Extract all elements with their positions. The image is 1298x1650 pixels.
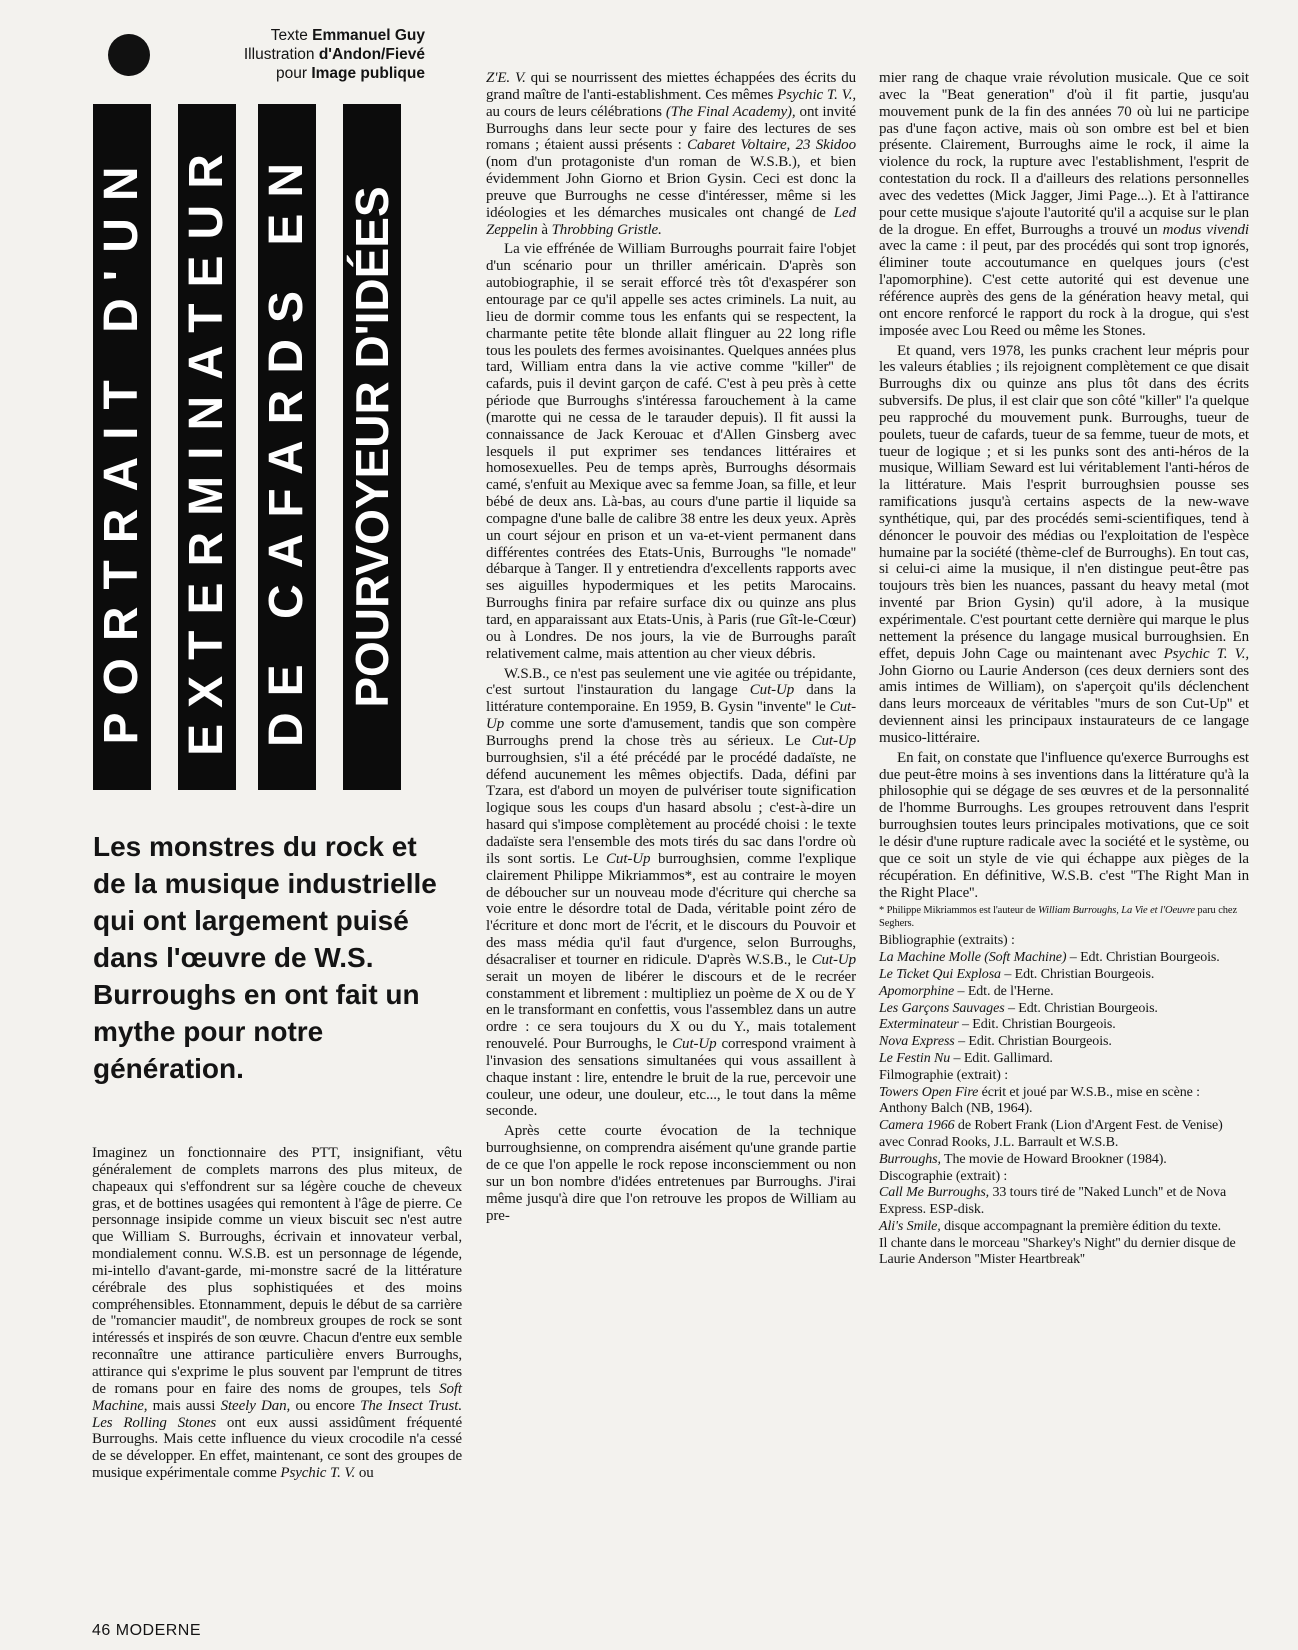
text-column-3	[879, 70, 1249, 1269]
list-item: Camera 1966 de Robert Frank (Lion d'Argent Fest. de Venise) avec Conrad Rooks, J.L. Barrault et W.S.B.	[879, 1118, 1223, 1150]
paragraph: W.S.B., ce n'est pas seulement une vie agitée ou trépidante, c'est surtout l'instauration du langage Cut-Up dans la littérature contemporaine. En 1959, B. Gysin ''invente'' le Cut-Up comme une sorte d'amusement, tandis que son compère Burroughs prend la chose très au sérieux. Le Cut-Up burroughsien, s'il a été précédé par le procédé dadaïste, ne défend aucunement les mêmes objectifs. Dada, défini par Tzara, est d'abord un moyen de pulvériser toute signification logique sous les coups d'un hasard absolu ; c'est-à-dire un hasard qui s'impose complètement au procédé choisi : le texte dadaïste sera l'ensemble des mots tirés du sac dans l'ordre où ils sont sortis. Le Cut-Up burroughsien, comme l'explique clairement Philippe Mikriammos*, est au contraire le moyen de déboucher sur un nouveau mode d'écriture qui cherche sa voie entre le désordre total de Dada, véritable point zéro de l'écriture et donc mort de l'écrit, et le discours du Pouvoir et des mass média qu'il faut d'urgence, selon Burroughs, désacraliser et tourner en ridicule. D'après W.S.B., le Cut-Up serait un moyen de libérer le discours et de le recréer constamment et librement : multipliez un poème de X ou de Y en le transformant en confettis, vous l'assemblez dans un autre ordre : ce sera toujours du X ou du Y., mais totalement renouvelé. Pour Burroughs, le Cut-Up correspond vraiment à l'invasion des sensations simultanées qui vous assaillent à chaque instant : lire, entendre le bruit de la rue, percevoir une couleur, une odeur, une douleur, etc..., le tout dans la même seconde.	[486, 665, 856, 1120]
paragraph: En fait, on constate que l'influence qu'exerce Burroughs est due peut-être moins à ses inventions dans la littérature qu'à la philosophie qui se dégage de ses œuvres et de la personnalité de l'homme Burroughs. Les groupes retrouvent dans l'esprit burroughsien toutes leurs principales motivations, que ce soit le désir d'une rupture radicale avec la société et le système, ou que ce soit un style de vie qui échappe aux pièges de la récupération. En définitive, W.S.B. c'est ''The Right Man in the Right Place''.	[879, 749, 1249, 901]
list-item: Call Me Burroughs, 33 tours tiré de ''Naked Lunch'' et de Nova Express. ESP-disk.	[879, 1185, 1227, 1218]
bibliography: Bibliographie (extraits) : La Machine Molle (Soft Machine) – Edt. Christian Bourgeois. Le Ticket Qui Explosa – Edt. Christian Bourgeois. Apomorphine – Edt. de l'Herne. Les Garçons Sauvages – Edt. Christian Bourgeois. Exterminateur – Edit. Christian Bourgeois. Nova Express – Edit. Christian Bourgeois. Le Festin Nu – Edit. Gallimard. Filmographie (extrait) : Towers Open Fire écrit et joué par W.S.B., mise en scène : Anthony Balch (NB, 1964). Camera 1966 de Robert Frank (Lion d'Argent Fest. de Venise) avec Conrad Rooks, J.L. Barrault et W.S.B. Burroughs, The movie de Howard Brookner (1984). Discographie (extrait) : Call Me Burroughs, 33 tours tiré de ''Naked Lunch'' et de Nova Express. ESP-disk. Ali's Smile, disque accompagnant la première édition du texte. Il chante dans le morceau ''Sharkey's Night'' du dernier disque de Laurie Anderson ''Mister Heartbreak''	[879, 933, 1249, 1269]
list-item: La Machine Molle (Soft Machine) – Edt. Christian Bourgeois.	[879, 950, 1220, 966]
paragraph: Et quand, vers 1978, les punks crachent leur mépris pour les valeurs établies ; ils rejoignent complètement ce que disait Burroughs dix ou quinze ans plus tôt dans des écrits subversifs. De plus, il est clair que son côté ''killer'' l'a quelque peu rapproché du mouvement punk. Burroughs, tueur de poulets, tueur de cafards, tueur de sa femme, tueur de mots, et tueur de logique ; et si les punks sont des anti-héros de la musique, William Seward est lui véritablement l'anti-héros de la littérature. Mais l'esprit burroughsien pousse ses ramifications jusqu'à certains aspects de la new-wave synthétique, qui, par des procédés semi-scientifiques, tend à dénoncer le pouvoir des médias ou l'exploitation de l'espèce humaine par la société (thème-clef de Burroughs). En tout cas, si celui-ci aime la musique, il n'en distingue peut-être pas toujours très bien les nuances, passant du heavy metal (mot inventé par Brion Gysin) qu'il adore, à la musique expérimentale. C'est pourtant cette dernière qui marque le plus nettement la présence du langage musical burroughsien. En effet, depuis John Cage ou maintenant avec Psychic T. V., John Giorno ou Laurie Anderson (ces deux derniers sont des amis intimes de William), on s'aperçoit qu'ils déclenchent dans leurs morceaux de véritables ''murs de son Cut-Up'' et deviennent ainsi les principaux instaurateurs de ce langage musico-littéraire.	[879, 342, 1249, 746]
headline-bar-2: EXTERMINATEUR	[178, 104, 236, 790]
paragraph: Après cette courte évocation de la technique burroughsienne, on comprendra aisément qu'une grande partie de ce que l'on appelle le rock repose inconsciemment ou non sur un bon nombre d'idées entretenues par Burroughs. J'irai même jusqu'à dire que l'on retrouve les propos de William au pre-	[486, 1123, 856, 1224]
list-item: Il chante dans le morceau ''Sharkey's Night'' du dernier disque de Laurie Anderson ''Mister Heartbreak''	[879, 1235, 1236, 1268]
credit-illustration: Illustration d'Andon/Fievé	[243, 46, 425, 63]
credit-agency: pour Image publique	[275, 65, 425, 82]
list-item: Le Ticket Qui Explosa – Edt. Christian Bourgeois.	[879, 966, 1155, 982]
page-folio: 46 MODERNE	[92, 1622, 202, 1639]
paragraph: Imaginez un fonctionnaire des PTT, insignifiant, vêtu généralement de complets marrons des plus miteux, de chapeaux qui s'effondrent sur sa légère couche de cheveux gras, et de bottines usagées qui remontent à l'âge de pierre. Ce personnage insipide comme un vieux biscuit sec n'est autre que William S. Burroughs, écrivain et innovateur verbal, mondialement connu. W.S.B. est un personnage de légende, mi-intello d'avant-garde, mi-monstre sacré de la littérature cérébrale des plus sophistiquées et des moins compréhensibles. Etonnamment, depuis le début de sa carrière de ''romancier maudit'', de nombreux groupes de rock se sont intéressés et inspirés de son œuvre. Chacun d'entre eux semble reconnaître une attirance particulière envers Burroughs, attirance qui s'exprime le plus souvent par l'emprunt de titres de romans pour en faire des noms de groupes, tels Soft Machine, mais aussi Steely Dan, ou encore The Insect Trust. Les Rolling Stones ont eux aussi assidûment fréquenté Burroughs. Mais cette influence du vieux crocodile n'a cessé de se développer. En effet, maintenant, ce sont des groupes de musique expérimentale comme Psychic T. V. ou	[92, 1145, 462, 1482]
lead-paragraph: Les monstres du rock et de la musique industrielle qui ont largement puisé dans l'œuvre de W.S. Burroughs en ont fait un mythe pour notre génération.	[93, 831, 437, 1084]
bullet-dot-icon	[108, 34, 150, 76]
text-column-2	[486, 70, 856, 1227]
list-item: Burroughs, The movie de Howard Brookner (1984).	[879, 1151, 1167, 1167]
text-column-1	[92, 1145, 462, 1485]
list-item: Nova Express – Edit. Christian Bourgeois.	[879, 1034, 1112, 1050]
list-item: Apomorphine – Edt. de l'Herne.	[879, 983, 1054, 999]
credits	[150, 26, 425, 83]
headline-bar-1: PORTRAIT D'UN	[93, 104, 151, 790]
list-item: Towers Open Fire écrit et joué par W.S.B., mise en scène : Anthony Balch (NB, 1964).	[879, 1084, 1200, 1117]
list-item: Exterminateur – Edit. Christian Bourgeois.	[879, 1017, 1116, 1033]
credit-text: Texte Emmanuel Guy	[270, 27, 425, 44]
paragraph: mier rang de chaque vraie révolution musicale. Que ce soit avec la ''Beat generation'' d'où il fit partie, jusqu'au mouvement punk de la fin des années 70 où lui ne participe pas d'une façon active, mais où son ombre est bel et bien présente. Clairement, Burroughs aime le rock, il aime la violence du rock, la rupture avec l'establishment, l'esprit de contestation du rock. Il a d'ailleurs des relations personnelles avec des vedettes (Mick Jagger, Jimi Page...). Et à l'attirance pour cette musique s'ajoute l'autorité qu'il a acquise sur le plan de la drogue. En effet, Burroughs a trouvé un modus vivendi avec la came : il peut, par des procédés qui sont trop ignorés, éliminer toute accoutumance en quelques jours (c'est l'apomorphine). C'est cette autorité qui est devenue une référence auprès des gens de la génération heavy metal, qui ont encore renforcé le rapport du rock à la drogue, qui s'est imposée avec Lou Reed ou même les Stones.	[879, 70, 1249, 339]
paragraph: La vie effrénée de William Burroughs pourrait faire l'objet d'un scénario pour un thriller américain. D'après son autobiographie, il se serait efforcé très tôt d'exaspérer son entourage par ce qu'il appelle ses actes criminels. La nuit, au lieu de dormir comme tous les enfants qui se respectent, la charmante petite tête blonde allait flinguer au 22 long rifle tous les poulets des fermes avoisinantes. Quelques années plus tard, William entra dans la vie active comme ''killer'' de cafards, puis il devint garçon de café. C'est à peu près à cette période que Burroughs s'intéressa farouchement à la came (marotte qui ne cessa de le tarauder depuis). Il fit aussi la connaissance de Jack Kerouac et d'Allen Ginsberg avec lesquels il put exprimer ses tendances littéraires et homosexuelles. Peu de temps après, Burroughs désormais camé, s'enfuit au Mexique avec sa femme Joan, sa fille, et leur bébé de deux ans. Là-bas, au cours d'une partie il liquide sa compagne d'une balle de calibre 38 entre les deux yeux. Après un court séjour en prison et un va-et-vient permanent dans différentes contrées des Etats-Unis, Burroughs ''le nomade'' débarque à Tanger. Il y entretiendra d'excellents rapports avec ses aiguilles hypodermiques et les petits Marocains. Burroughs finira par refaire surface dix ou quinze ans plus tard, en apparaissant aux Etats-Unis, à Paris (rue Gît-le-Cœur) ou à Londres. De nos jours, la vie de Burroughs paraît relativement calme, mais attention au cher vieux débris.	[486, 241, 856, 662]
paragraph: Z'E. V. qui se nourrissent des miettes échappées des écrits du grand maître de l'anti-establishment. Ces mêmes Psychic T. V., au cours de leurs célébrations (The Final Academy), ont invité Burroughs dans leur secte pour y faire des lectures de ses romans ; étaient aussi présents : Cabaret Voltaire, 23 Skidoo (nom d'un protagoniste d'un roman de W.S.B.), et bien évidemment John Giorno et Brion Gysin. Ceci est donc la preuve que Burroughs ne cesse d'intéresser, même si les idéologies et les démarches musicales ont changé de Led Zeppelin à Throbbing Gristle.	[486, 70, 856, 238]
list-item: Les Garçons Sauvages – Edt. Christian Bourgeois.	[879, 1000, 1158, 1016]
headline-bar-3: DE CAFARDS EN	[258, 104, 316, 790]
headline-bar-4: POURVOYEUR D'IDÉES	[343, 104, 401, 790]
list-item: Ali's Smile, disque accompagnant la première édition du texte.	[879, 1218, 1222, 1234]
list-item: Le Festin Nu – Edit. Gallimard.	[879, 1050, 1053, 1066]
footnote: * Philippe Mikriammos est l'auteur de William Burroughs, La Vie et l'Oeuvre paru chez Seghers.	[879, 905, 1238, 930]
